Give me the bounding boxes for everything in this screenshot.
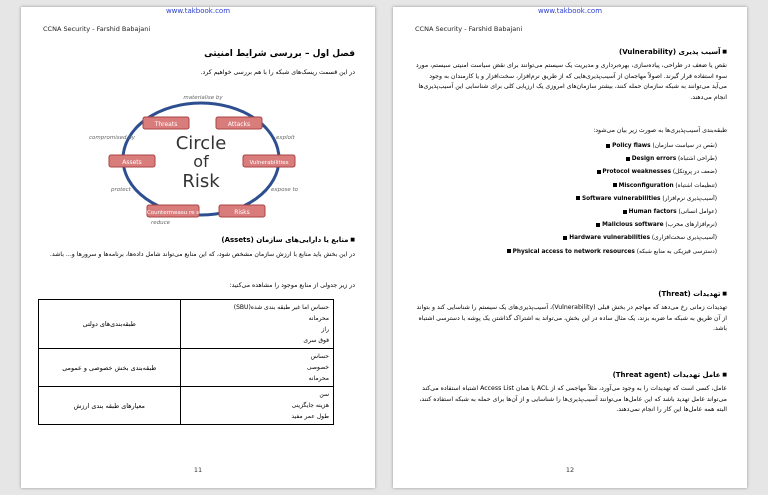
label-protect: protect — [111, 187, 131, 193]
bullet-icon — [507, 249, 511, 253]
bullet-icon — [576, 196, 580, 200]
box-vulnerabilities — [243, 155, 295, 167]
table-row — [39, 387, 334, 425]
box-countermeasures — [147, 205, 199, 217]
assets-heading: ■ منابع یا دارایی‌های سازمان (Assets) — [221, 236, 355, 244]
page-number: 12 — [565, 466, 575, 474]
table-cell-items: حساس اما غیر طبقه بندی شده(SBU) محرمانه راز فوق سری — [180, 300, 333, 349]
bullet-icon — [613, 183, 617, 187]
threat-agent-heading: ■ عامل تهدیدات (Threat agent) — [613, 371, 727, 379]
chapter-title: فصل اول – بررسی شرایط امنیتی — [204, 49, 355, 59]
running-header: CCNA Security - Farshid Babajani — [415, 25, 523, 33]
box-attacks — [216, 117, 262, 129]
vulnerability-list — [417, 140, 717, 259]
label-exploit: exploit — [276, 135, 295, 141]
assets-text: در این بخش باید منابع با ارزش سازمان مشخص شود، که این منابع می‌تواند شامل داده‌ها، برنامه‌ها و سرورها و... باشد. — [49, 251, 355, 258]
circle-of-risk-diagram — [71, 87, 331, 227]
bullet-icon — [606, 144, 610, 148]
svg-text:Assets: Assets — [122, 159, 142, 166]
page-11 — [21, 7, 375, 488]
label-materialise: materialise by — [183, 95, 223, 101]
running-header: CCNA Security - Farshid Babajani — [43, 25, 151, 33]
label-expose: expose to — [271, 187, 299, 193]
bullet-icon — [626, 157, 630, 161]
vulnerability-heading: ■ آسیب پذیری (Vulnerability) — [619, 48, 727, 56]
list-item: (تنظیمات اشتباه) Misconfiguration — [417, 180, 717, 193]
table-cell-category: طبقه‌بندی‌های دولتی — [39, 300, 181, 349]
list-item: (آسیب‌پذیری نرم‌افزار) Software vulnerabilities — [417, 193, 717, 206]
box-assets — [109, 155, 155, 167]
list-item: (طراحی اشتباه) Design errors — [417, 153, 717, 166]
threat-text: تهدیدات زمانی رخ می‌دهد که مهاجم در بخش قبلی (Vulnerability)، آسیب‌پذیری‌های یک سیستم را شناسایی کند و بتواند از آن طریق به شبکه ما ضربه بزند، یک مثال ساده در این بخش، می‌تواند به اشتراک گذاشتن یک پوشه با دسترسی اشتباه باشد. — [416, 304, 727, 332]
bullet-icon — [563, 236, 567, 240]
list-item: (آسیب‌پذیری سخت‌افزاری) Hardware vulnerabilities — [417, 232, 717, 245]
table-row — [39, 349, 334, 387]
table-intro: در زیر جدولی از منابع موجود را مشاهده می‌کنید: — [229, 282, 355, 289]
label-reduce: reduce — [151, 220, 171, 226]
list-item: (نقص در سیاست سازمان) Policy flaws — [417, 140, 717, 153]
box-threats — [143, 117, 189, 129]
table-cell-category: طبقه‌بندی بخش خصوصی و عمومی — [39, 349, 181, 387]
threat-agent-text: عامل، کسی است که تهدیدات را به وجود می‌آورد، مثلاً مهاجمی که از ACL یا همان Access List اشتباه استفاده می‌کند می‌تواند عامل تهدید باشد که این عامل‌ها می‌توانند آسیب‌پذیری‌ها را شناسایی و از آن‌ها برای حمله به شبکه استفاده کنند، البته همه عامل‌ها این کار را انجام نمی‌دهند. — [419, 385, 727, 413]
svg-text:Attacks: Attacks — [227, 121, 251, 128]
svg-text:Countermeasu re s: Countermeasu re s — [146, 210, 200, 216]
watermark[interactable]: www.takbook.com — [165, 7, 231, 15]
intro-text: در این قسمت ریسک‌های شبکه را با هم بررسی خواهیم کرد. — [200, 69, 355, 76]
svg-text:Threats: Threats — [154, 121, 178, 128]
circle-title-3: Risk — [182, 171, 220, 192]
bullet-icon — [596, 223, 600, 227]
list-item: (نرم‌افزارهای مخرب) Malicious software — [417, 219, 717, 232]
threat-heading: ■ تهدیدات (Threat) — [658, 290, 727, 298]
assets-table — [38, 299, 334, 425]
label-compromised: compromised by — [89, 135, 135, 141]
list-item: (عوامل انسانی) Human factors — [417, 206, 717, 219]
svg-text:Vulnerabilities: Vulnerabilities — [249, 160, 289, 166]
page-number: 11 — [193, 466, 203, 474]
bullet-icon — [597, 170, 601, 174]
list-item: (ضعف در پروتکل) Protocol weaknesses — [417, 166, 717, 179]
watermark[interactable]: www.takbook.com — [537, 7, 603, 15]
table-cell-items: حساس خصوصی محرمانه — [180, 349, 333, 387]
page-12 — [393, 7, 747, 488]
box-risks — [219, 205, 265, 217]
list-item: (دسترسی فیزیکی به منابع شبکه) Physical access to network resources — [417, 246, 717, 259]
table-row — [39, 300, 334, 349]
bullet-icon — [623, 210, 627, 214]
vulnerability-text: نقص یا ضعف در طراحی، پیاده‌سازی، بهره‌برداری و مدیریت یک سیستم می‌توانند برای نقض سیاست امنیتی سیستم، مورد سوء استفاده قرار گیرند. اصولاً مهاجمان از آسیب‌پذیری‌هایی که از طریق نرم‌افزار، سخت‌افزار و یا کارمندان به وجود می‌آید می‌توانند به شبکه سازمان حمله کنند، بیشتر سازمان‌های امروزی یک ارزیابی کلی برای شناسایی این آسیب‌پذیری‌ها انجام می‌دهند. — [415, 62, 727, 101]
circle-title-2: of — [193, 152, 209, 171]
vulnerability-list-intro: طبقه‌بندی آسیب‌پذیری‌ها به صورت زیر بیان می‌شود: — [593, 127, 727, 134]
svg-text:Risks: Risks — [234, 209, 250, 216]
table-cell-category: معیارهای طبقه بندی ارزش — [39, 387, 181, 425]
circle-title-1: Circle — [175, 133, 227, 154]
table-cell-items: سن هزینه جایگزینی طول عمر مفید — [180, 387, 333, 425]
